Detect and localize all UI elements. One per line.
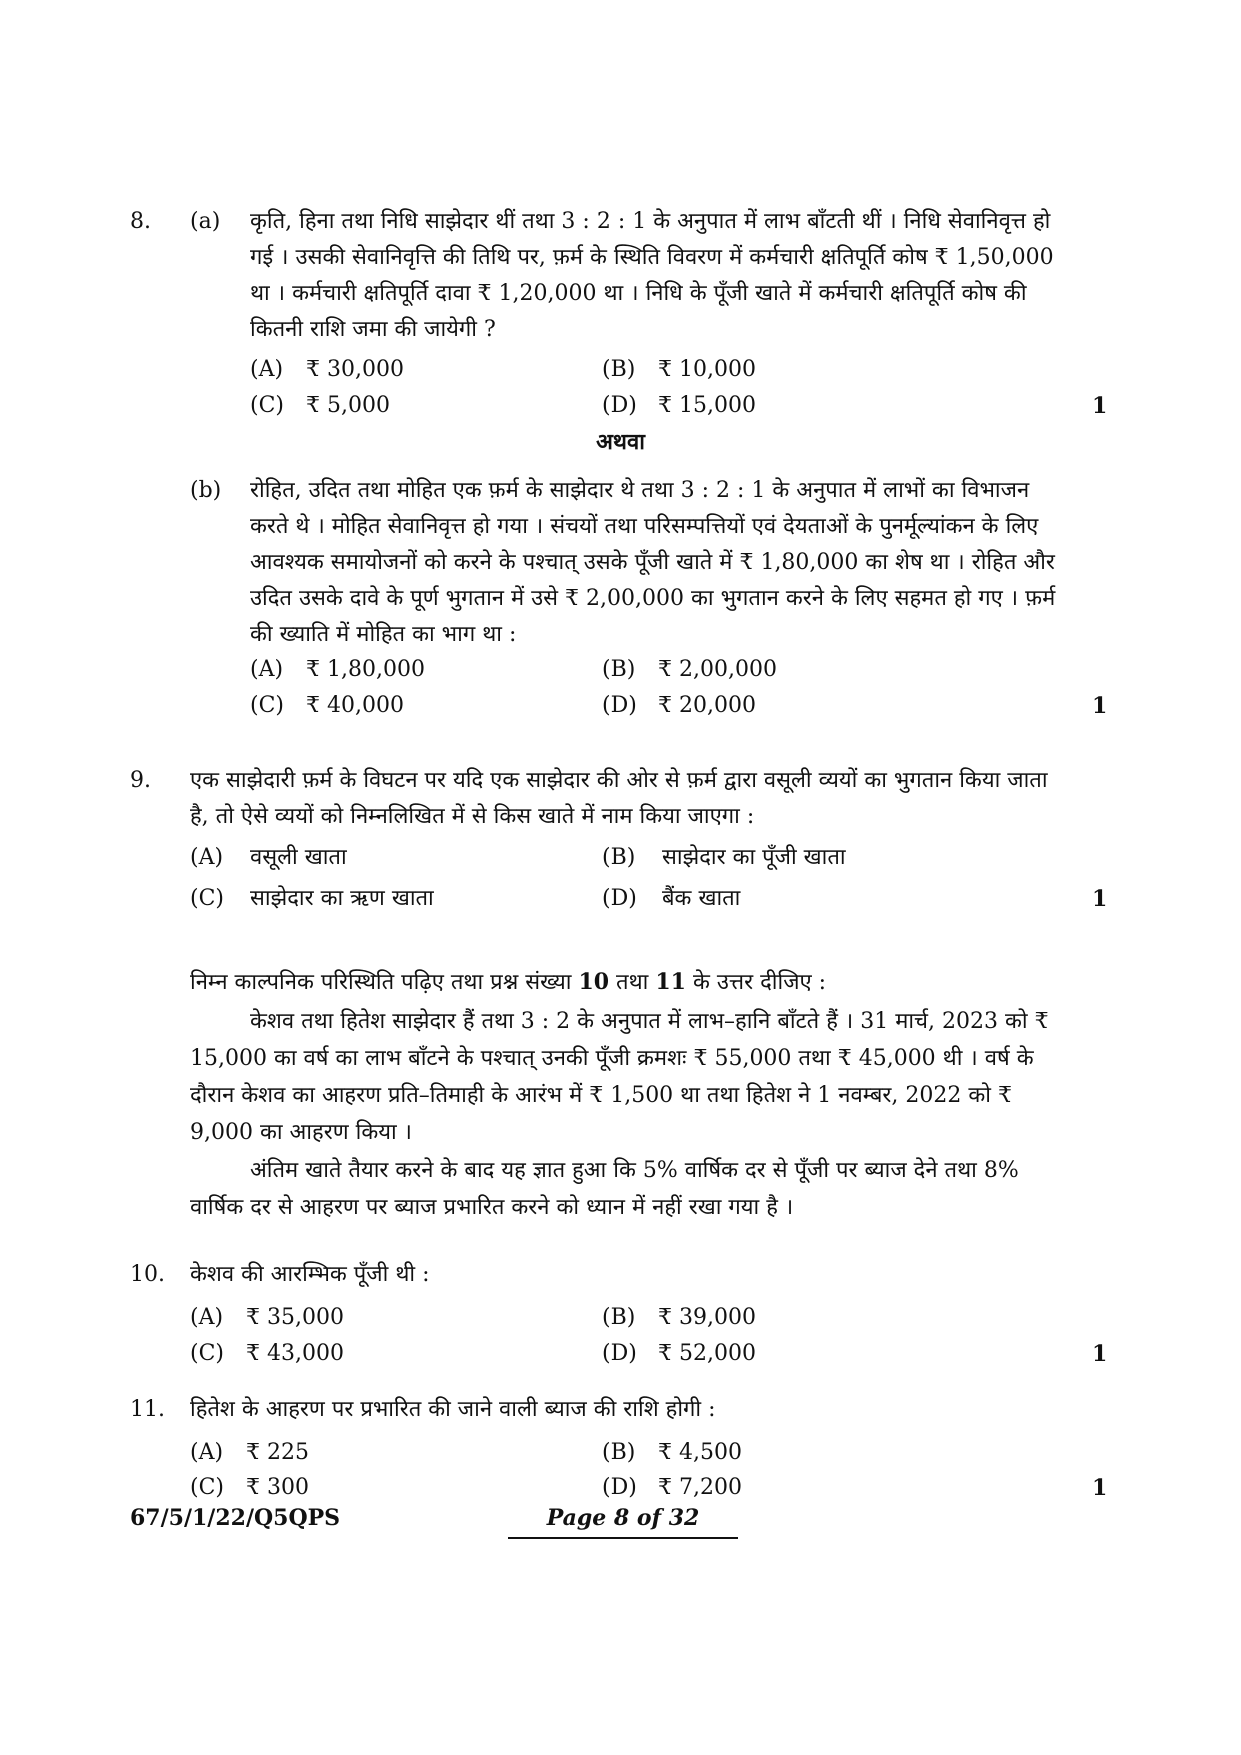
option-label: (B) xyxy=(602,1440,636,1465)
option-label: (C) xyxy=(190,1475,224,1500)
q11-marks: 1 xyxy=(1092,1475,1108,1501)
q9-option-d xyxy=(602,882,740,916)
option-label: (D) xyxy=(602,886,637,911)
option-value: ₹ 43,000 xyxy=(246,1341,344,1366)
option-value: साझेदार का ऋण खाता xyxy=(250,886,434,911)
option-value: ₹ 15,000 xyxy=(658,393,756,418)
q11-option-b xyxy=(602,1436,742,1470)
option-value: ₹ 20,000 xyxy=(658,693,756,718)
option-value: ₹ 30,000 xyxy=(306,357,404,382)
passage-intro xyxy=(190,965,826,1000)
option-label: (A) xyxy=(190,845,224,870)
q8b-marks: 1 xyxy=(1092,693,1108,719)
q8b-option-d xyxy=(602,689,756,723)
option-value: ₹ 10,000 xyxy=(658,357,756,382)
question-8b-label: (b) xyxy=(190,478,222,503)
passage-paragraph-2: अंतिम खाते तैयार करने के बाद यह ज्ञात हुआ कि 5% वार्षिक दर से पूँजी पर ब्याज देने तथा 8% वार्षिक दर से आहरण पर ब्याज प्रभारित करने को ध्यान में नहीं रखा गया है । xyxy=(190,1158,1019,1220)
option-value: ₹ 225 xyxy=(246,1440,309,1465)
question-10-number: 10. xyxy=(130,1262,165,1287)
passage-intro-text: के उत्तर दीजिए : xyxy=(685,970,827,995)
option-label: (A) xyxy=(190,1440,224,1465)
q10-option-b xyxy=(602,1301,756,1335)
option-label: (D) xyxy=(602,1475,637,1500)
option-label: (D) xyxy=(602,693,637,718)
option-label: (B) xyxy=(602,657,636,682)
option-label: (D) xyxy=(602,1341,637,1366)
option-label: (B) xyxy=(602,1305,636,1330)
question-8a-label: (a) xyxy=(190,209,221,234)
option-label: (C) xyxy=(190,1341,224,1366)
option-value: बैंक खाता xyxy=(662,886,741,911)
q9-marks: 1 xyxy=(1092,886,1108,912)
option-value: वसूली खाता xyxy=(250,845,347,870)
q10-marks: 1 xyxy=(1092,1341,1108,1367)
q8a-option-b xyxy=(602,353,756,387)
option-value: ₹ 40,000 xyxy=(306,693,404,718)
option-label: (C) xyxy=(250,693,284,718)
option-value: ₹ 7,200 xyxy=(658,1475,742,1500)
option-value: ₹ 4,500 xyxy=(658,1440,742,1465)
q11-option-c xyxy=(190,1471,309,1505)
question-9-text: एक साझेदारी फ़र्म के विघटन पर यदि एक साझेदार की ओर से फ़र्म द्वारा वसूली व्ययों का भुगतान किया जाता है, तो ऐसे व्ययों को निम्नलिखित में से किस खाते में नाम किया जाएगा : xyxy=(190,768,1048,829)
q9-option-c xyxy=(190,882,434,916)
passage-intro-text: निम्न काल्पनिक परिस्थिति पढ़िए तथा प्रश्न संख्या xyxy=(190,970,579,995)
question-10-text: केशव की आरम्भिक पूँजी थी : xyxy=(190,1262,430,1287)
option-value: ₹ 52,000 xyxy=(658,1341,756,1366)
q8a-marks: 1 xyxy=(1092,393,1108,419)
q8b-option-c xyxy=(250,689,404,723)
option-label: (C) xyxy=(250,393,284,418)
option-label: (A) xyxy=(250,657,284,682)
or-separator: अथवा xyxy=(596,429,645,455)
q8b-option-a xyxy=(250,653,425,687)
option-value: ₹ 5,000 xyxy=(306,393,390,418)
q8b-option-b xyxy=(602,653,777,687)
option-label: (D) xyxy=(602,393,637,418)
option-value: साझेदार का पूँजी खाता xyxy=(662,845,846,870)
option-label: (A) xyxy=(250,357,284,382)
q8a-option-c xyxy=(250,389,390,423)
page-number: Page 8 of 32 xyxy=(508,1505,738,1539)
q10-option-d xyxy=(602,1337,756,1371)
option-value: ₹ 300 xyxy=(246,1475,309,1500)
passage-intro-question-11: 11 xyxy=(655,969,686,995)
passage-paragraph-1: केशव तथा हितेश साझेदार हैं तथा 3 : 2 के अनुपात में लाभ–हानि बाँटते हैं । 31 मार्च, 2023 को ₹ 15,000 का वर्ष का लाभ बाँटने के पश्चात् उनकी पूँजी क्रमशः ₹ 55,000 तथा ₹ 45,000 थी । वर्ष के दौरान केशव का आहरण प्रति–तिमाही के आरंभ में ₹ 1,500 था तथा हितेश ने 1 नवम्बर, 2022 को ₹ 9,000 का आहरण किया । xyxy=(190,1009,1049,1145)
q11-option-d xyxy=(602,1471,742,1505)
passage-intro-question-10: 10 xyxy=(578,969,610,995)
option-value: ₹ 2,00,000 xyxy=(658,657,777,682)
option-value: ₹ 1,80,000 xyxy=(306,657,425,682)
question-11-number: 11. xyxy=(130,1397,165,1422)
option-label: (B) xyxy=(602,357,636,382)
question-9-number: 9. xyxy=(130,768,151,793)
option-value: ₹ 35,000 xyxy=(246,1305,344,1330)
q8a-option-d xyxy=(602,389,756,423)
q10-option-c xyxy=(190,1337,344,1371)
option-label: (B) xyxy=(602,845,636,870)
q8a-option-a xyxy=(250,353,404,387)
paper-code: 67/5/1/22/Q5QPS xyxy=(130,1505,341,1531)
q9-option-b xyxy=(602,841,846,875)
q9-option-a xyxy=(190,841,347,875)
question-11-text: हितेश के आहरण पर प्रभारित की जाने वाली ब्याज की राशि होगी : xyxy=(190,1397,716,1422)
option-value: ₹ 39,000 xyxy=(658,1305,756,1330)
passage-intro-text: तथा xyxy=(609,970,656,995)
option-label: (C) xyxy=(190,886,224,911)
option-label: (A) xyxy=(190,1305,224,1330)
question-8b-text: रोहित, उदित तथा मोहित एक फ़र्म के साझेदार थे तथा 3 : 2 : 1 के अनुपात में लाभों का विभाजन करते थे । मोहित सेवानिवृत्त हो गया । संचयों तथा परिसम्पत्तियों एवं देयताओं के पुनर्मूल्यांकन के लिए आवश्यक समायोजनों को करने के पश्चात् उसके पूँजी खाते में ₹ 1,80,000 का शेष था । रोहित और उदित उसके दावे के पूर्ण भुगतान में उसे ₹ 2,00,000 का भुगतान करने के लिए सहमत हो गए । फ़र्म की ख्याति में मोहित का भाग था : xyxy=(250,478,1056,647)
question-8-number: 8. xyxy=(130,209,151,234)
q11-option-a xyxy=(190,1436,309,1470)
question-8a-text: कृति, हिना तथा निधि साझेदार थीं तथा 3 : 2 : 1 के अनुपात में लाभ बाँटती थीं । निधि सेवानिवृत्त हो गई । उसकी सेवानिवृत्ति की तिथि पर, फ़र्म के स्थिति विवरण में कर्मचारी क्षतिपूर्ति कोष ₹ 1,50,000 था । कर्मचारी क्षतिपूर्ति दावा ₹ 1,20,000 था । निधि के पूँजी खाते में कर्मचारी क्षतिपूर्ति कोष की कितनी राशि जमा की जायेगी ? xyxy=(250,209,1054,342)
q10-option-a xyxy=(190,1301,344,1335)
